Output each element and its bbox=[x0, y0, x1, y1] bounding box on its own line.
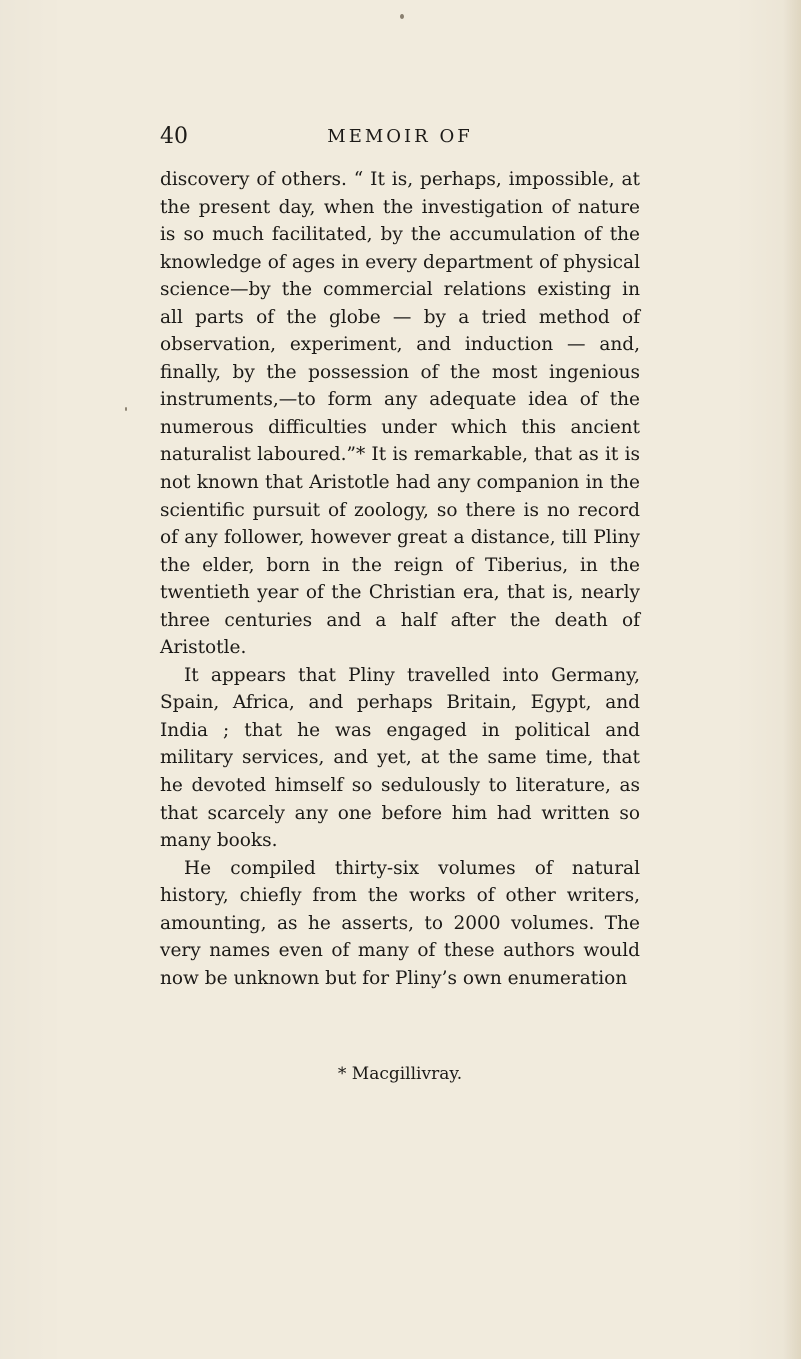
page-edge-shading bbox=[783, 0, 801, 1359]
footnote: * Macgillivray. bbox=[337, 1064, 463, 1084]
paragraph-1: discovery of others. “ It is, perhaps, impossible, at the present day, when the investigation of nature is so much facilitated, by the accumulation of the knowledge of ages in every department of physical science—by the commercial relations existing in all parts of the globe — by a tried method of observation, experiment, and induction — and, finally, by the possession of the most ingenious instruments,—to form any adequate idea of the numerous difficulties under which this ancient naturalist laboured.”* It is remarkable, that as it is not known that Aristotle had any companion in the scientific pursuit of zoology, so there is no record of any follower, however great a distance, till Pliny the elder, born in the reign of Tiberius, in the twentieth year of the Christian era, that is, nearly three centuries and a half after the death of Aristotle. bbox=[160, 169, 640, 659]
page-header bbox=[160, 122, 640, 152]
running-head: MEMOIR OF bbox=[327, 126, 473, 147]
body-text bbox=[160, 166, 640, 992]
paper-speck bbox=[400, 14, 404, 19]
paragraph-2: It appears that Pliny travelled into Germany, Spain, Africa, and perhaps Britain, Egypt, and India ; that he was engaged in political and military services, and yet, at the same time, that he devoted himself so sedulously to literature, as that scarcely any one before him had written so many books. bbox=[160, 664, 640, 852]
paragraph-3: He compiled thirty-six volumes of natural history, chiefly from the works of other writers, amounting, as he asserts, to 2000 volumes. The very names even of many of these authors would now be unknown but for Pliny’s own enumeration bbox=[160, 857, 640, 989]
page-number: 40 bbox=[160, 124, 188, 149]
paper-speck bbox=[125, 407, 127, 411]
